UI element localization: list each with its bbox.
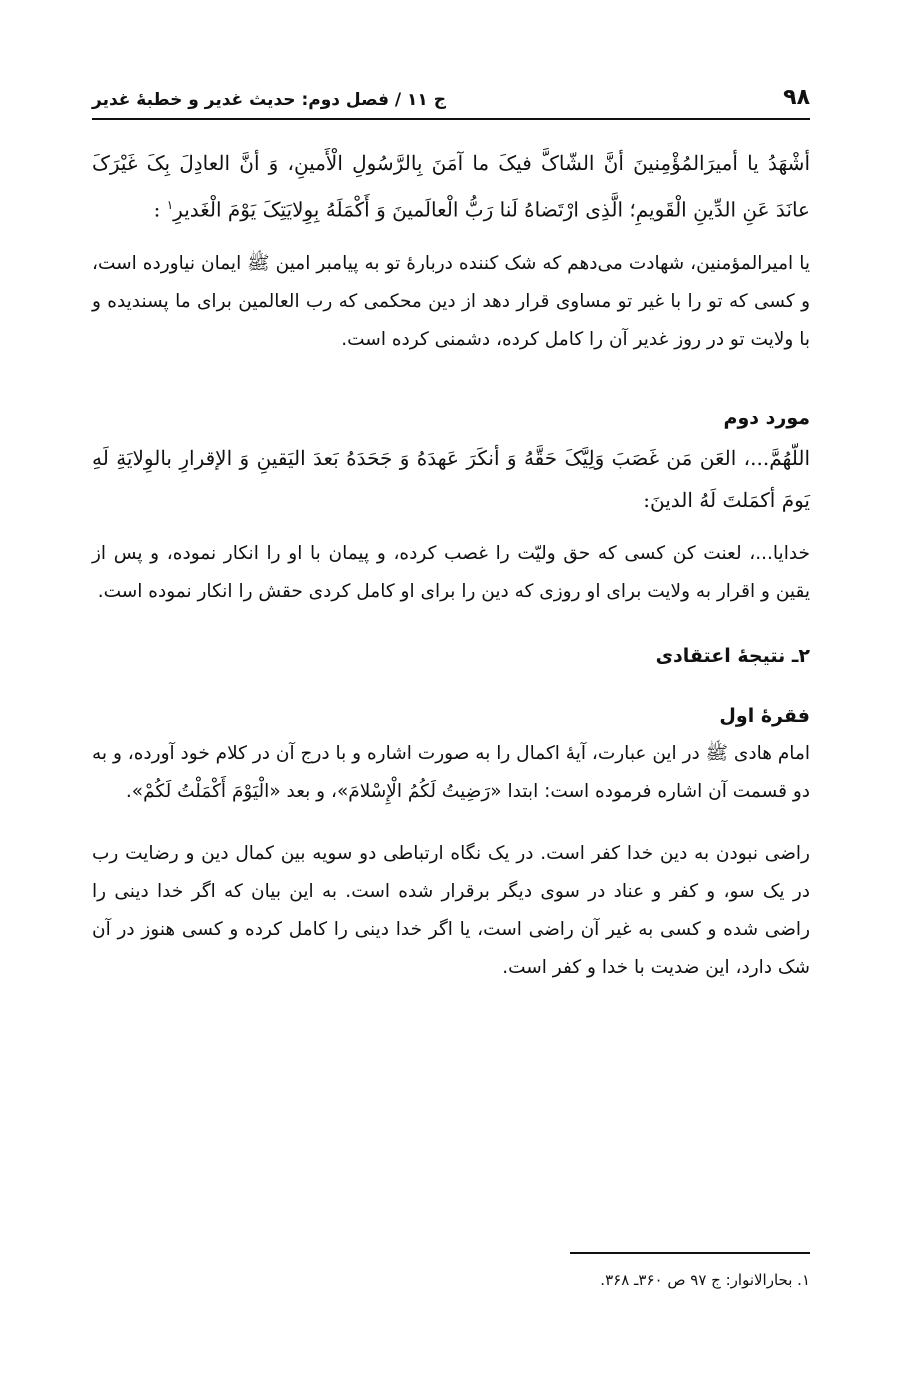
footnote-marker: ۱ (166, 198, 174, 212)
book-page (92, 70, 810, 987)
arabic-quote-1 (92, 142, 810, 231)
page-header (92, 70, 810, 120)
translation-1: یا امیرالمؤمنین، شهادت می‌دهم که شک کننده دربارهٔ تو به پیامبر امین ﷺ ایمان نیاورده است، و کسی که تو را با غیر تو مساوی قرار دهد از دین محکمی که رب العالمین برای ما پسندیده و با ولایت تو در روز غدیر آن را کامل کرده، دشمنی کرده است. (92, 252, 810, 350)
arabic-quote-1-text: أشْهَدُ یا أمیرَالمُؤْمِنینَ أنَّ الشّاکَّ فیکَ ما آمَنَ بِالرَّسُولِ الْأَمینِ، وَ أنَّ العادِلَ بِکَ غَیْرَکَ عانَدَ عَنِ الدِّینِ الْقَویمِ؛ الَّذِی ارْتَضاهُ لَنا رَبُّ الْعالَمینَ وَ أَکْمَلَهُ بِوِلایَتِکَ یَوْمَ الْغَدیرِ (92, 151, 810, 222)
arabic-quote-1-end: : (153, 197, 161, 222)
page-number: ۹۸ (783, 85, 810, 110)
arabic-quote-2: اللّهُمَّ...، العَن مَن غَصَبَ وَلِیَّکَ حَقَّهُ وَ أنکَرَ عَهدَهُ وَ جَحَدَهُ بَعدَ الیَقینِ وَ الإقرارِ بالوِلایَةِ لَهِ یَومَ أکمَلتَ لَهُ الدینَ: (92, 445, 810, 512)
footnote: ۱. بحارالانوار: ج ۹۷ ص ۳۶۰ـ ۳۶۸. (600, 1271, 810, 1289)
running-title: ج ۱۱ / فصل دوم: حدیث غدیر و خطبهٔ غدیر (92, 90, 446, 110)
subheading-faqare-aval: فقرهٔ اول (719, 704, 810, 727)
section-heading-mored-dovom: مورد دوم (723, 406, 810, 429)
translation-2: خدایا...، لعنت کن کسی که حق ولیّت را غصب کرده، و پیمان با او را انکار نموده، و پس از یقین و اقرار به ولایت برای او روزی که دین را برای او کامل کردی حقش را انکار نموده است. (92, 542, 810, 602)
paragraph-ayeh-ekmal: امام هادی ﷺ در این عبارت، آیهٔ اکمال را به صورت اشاره و با درج آن در کلام خود آورده، و به دو قسمت آن اشاره فرموده است: ابتدا «رَضِیتُ لَکُمُ الْإِسْلامَ»، و بعد «الْیَوْمَ أَکْمَلْتُ لَکُمْ». (92, 742, 810, 802)
footnote-divider (570, 1252, 810, 1254)
section-heading-natije: ۲ـ نتیجهٔ اعتقادی (655, 644, 810, 667)
paragraph-kofr: راضی نبودن به دین خدا کفر است. در یک نگاه ارتباطی دو سویه بین کمال دین و رضایت رب در یک سو، و کفر و عناد در سوی دیگر برقرار شده است. به این بیان که اگر خدا دینی را راضی شده و کسی به غیر آن راضی است، یا اگر خدا دینی را کامل کرده و کسی هنوز در آن شک دارد، این ضدیت با خدا و کفر است. (92, 842, 810, 978)
